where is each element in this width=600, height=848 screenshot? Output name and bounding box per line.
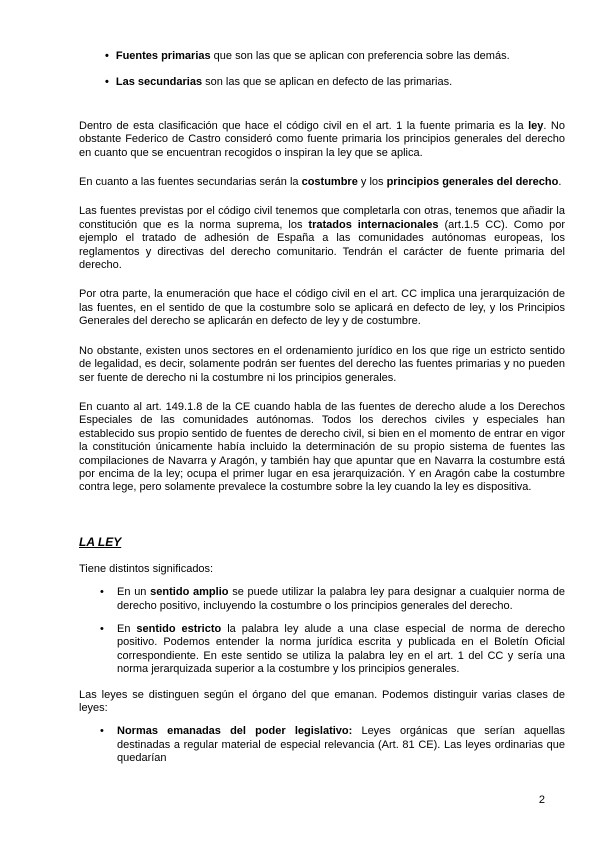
bullet-marker-icon: • — [100, 586, 104, 599]
paragraph: Las leyes se distinguen según el órgano del que emanan. Podemos distinguir varias clases de leyes: — [79, 688, 565, 714]
page-number: 2 — [538, 794, 545, 806]
paragraph: En cuanto al art. 149.1.8 de la CE cuando habla de las fuentes de derecho alude a los Derechos Especiales de las comunidades autónomas. Todos los derechos civiles y especiales han establecido sus propio sentido de fuentes de derecho civil, si bien en el momento de entrar en vigor la constitución únicamente había incluido la determinación de su propio sistema de fuentes las compilaciones de Navarra y Aragón, y también hay que apuntar que en Navarra la costumbre está por encima de la ley; ocupa el primer lugar en esa jerarquización. Y en Aragón cabe la costumbre contra lege, pero solamente prevalece la costumbre sobre la ley cuando la ley es dispositiva. — [79, 400, 565, 494]
bullet-item — [100, 623, 565, 677]
bullet-marker-icon: • — [105, 50, 109, 62]
body-paragraphs — [79, 120, 565, 495]
paragraph: No obstante, existen unos sectores en el ordenamiento jurídico en los que rige un estricto sentido de legalidad, es decir, solamente podrán ser fuentes del derecho las fuentes primarias y no pueden ser fuente de derecho ni la costumbre ni los principios generales. — [79, 344, 565, 384]
paragraph: Las fuentes previstas por el código civil tenemos que completarla con otras, tenemos que añadir la constitución que es la norma suprema, los tratados internacionales (art.1.5 CC). Como por ejemplo el tratado de adhesión de España a las comunidades autónomas europeas, los reglamentos y directivas del derecho comunitario. Tendrán el carácter de fuente primaria del derecho. — [79, 205, 566, 272]
bullet-text: Las secundarias son las que se aplican en defecto de las primarias. — [115, 76, 453, 89]
paragraph: Por otra parte, la enumeración que hace el código civil en el art. CC implica una jerarquización de las fuentes, en el sentido de que la costumbre solo se aplicará en defecto de ley, y los Principios Generales del derecho se aplicarán en defecto de ley y de costumbre. — [79, 288, 565, 328]
bullet-text: Normas emanadas del poder legislativo: Leyes orgánicas que serían aquellas destinadas a regular material de especial relevancia (Art. 81 CE). Las leyes ordinarias que quedarían — [117, 725, 566, 765]
bullet-marker-icon: • — [100, 622, 104, 635]
bullet-item — [105, 76, 515, 89]
clases-bullet-list — [79, 725, 565, 765]
bullet-text: En un sentido amplio se puede utilizar la palabra ley para designar a cualquier norma de derecho positivo, incluyendo la costumbre o los principios generales del derecho. — [117, 586, 565, 612]
bullet-marker-icon: • — [100, 725, 104, 738]
bullet-item — [100, 586, 565, 613]
bullet-item — [105, 50, 515, 63]
section-heading: LA LEY — [79, 534, 122, 549]
paragraph: Tiene distintos significados: — [79, 562, 214, 575]
intro-bullet-list — [79, 50, 565, 90]
bullet-marker-icon: • — [105, 76, 109, 89]
bullet-text: Fuentes primarias que son las que se aplican con preferencia sobre las demás. — [115, 50, 510, 62]
ley-bullet-list — [79, 586, 565, 676]
bullet-item — [100, 725, 565, 765]
paragraph: En cuanto a las fuentes secundarias serán la costumbre y los principios generales del derecho. — [79, 176, 562, 189]
bullet-text: En sentido estricto la palabra ley alude a una clase especial de norma de derecho positivo. Podemos entender la norma jurídica escrita y publicada en el Boletín Oficial correspondiente. En este sentido se utiliza la palabra ley en el art. 1 del CC y sería una norma jerarquizada superior a la costumbre y los principios generales. — [117, 622, 565, 676]
paragraph: Dentro de esta clasificación que hace el código civil en el art. 1 la fuente primaria es la ley. No obstante Federico de Castro consideró como fuente primaria los principios generales del derecho en cuanto que se encuentran recogidos o inspiran la ley que se aplica. — [79, 119, 565, 159]
